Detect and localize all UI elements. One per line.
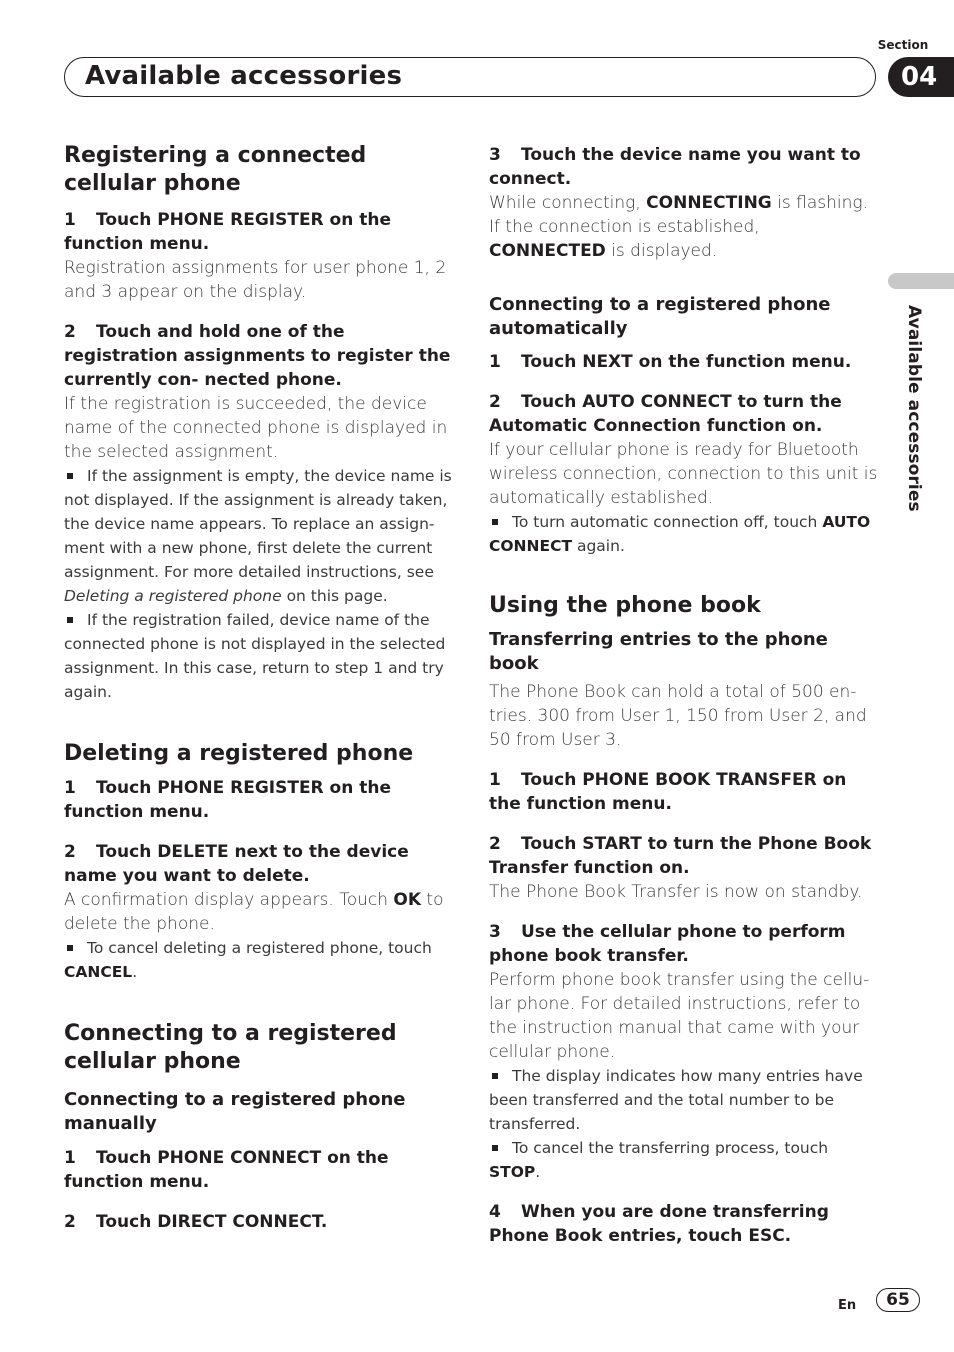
step-number: 1 — [489, 352, 501, 372]
header-bar — [64, 57, 876, 97]
auto-step-2-body: If your cellular phone is ready for Bluetooth wireless connection, connection to this unit is automatically established. — [489, 440, 878, 508]
conn-step-1 — [64, 1146, 454, 1194]
step-number: 3 — [489, 145, 501, 165]
auto-connect-heading: Connecting to a registered phone automatically — [489, 294, 831, 339]
right-column — [489, 143, 879, 1248]
note-text: The display indicates how many entries have been transferred and the total number to be transferred. — [489, 1067, 863, 1133]
note-text-end: again. — [572, 537, 625, 555]
note-text: To cancel deleting a registered phone, touch — [87, 939, 432, 957]
step-number: 2 — [489, 392, 501, 412]
bullet-icon — [67, 945, 73, 951]
step-text: Touch DELETE next to the device name you want to delete. — [64, 842, 409, 886]
step-text: Touch START to turn the Phone Book Transfer function on. — [489, 834, 872, 878]
connecting-status: CONNECTING — [646, 193, 772, 213]
note-text: To turn automatic connection off, touch — [512, 513, 823, 531]
step-text: Use the cellular phone to perform phone book transfer. — [489, 922, 846, 966]
step-number: 2 — [64, 322, 76, 342]
note-text: If the assignment is empty, the device name is not displayed. If the assignment is already taken, the device name appears. To replace an assign- ment with a new phone, first delete the current assignment. For more detailed instructions, see — [64, 467, 452, 581]
del-step-1 — [64, 776, 454, 824]
bullet-icon — [492, 1145, 498, 1151]
step-number: 2 — [489, 834, 501, 854]
connecting-heading: Connecting to a registered cellular phone — [64, 1021, 397, 1074]
page-number: 65 — [876, 1288, 920, 1312]
step-text: Touch PHONE BOOK TRANSFER on the function menu. — [489, 770, 847, 814]
note-text: To cancel the transferring process, touch — [512, 1139, 829, 1157]
body-text: is flashing. If the connection is established, — [489, 193, 868, 237]
left-column — [64, 142, 454, 1234]
step-number: 1 — [489, 770, 501, 790]
phone-book-transfer-heading: Transferring entries to the phone book — [489, 629, 828, 674]
conn-step-3 — [489, 143, 879, 191]
body-text: While connecting, — [489, 193, 647, 213]
reg-note-2 — [64, 608, 454, 704]
book-step-1 — [489, 768, 879, 816]
step-text: Touch NEXT on the function menu. — [521, 352, 852, 372]
registering-heading: Registering a connected cellular phone — [64, 143, 367, 196]
book-step-3-body: Perform phone book transfer using the cellu- lar phone. For detailed instructions, refer to the instruction manual that came with your cellular phone. — [489, 970, 870, 1062]
book-note-2 — [489, 1136, 879, 1184]
step-number: 1 — [64, 210, 76, 230]
step-text: When you are done transferring Phone Book entries, touch ESC. — [489, 1202, 829, 1246]
connected-status: CONNECTED — [489, 241, 606, 261]
section-number: 04 — [888, 57, 954, 97]
book-note-1 — [489, 1064, 879, 1136]
auto-step-2 — [489, 390, 879, 438]
step-text: Touch PHONE CONNECT on the function menu. — [64, 1148, 389, 1192]
body-text: A confirmation display appears. Touch — [64, 890, 394, 910]
conn-step-3-body — [489, 191, 879, 263]
ok-keyword: OK — [393, 890, 422, 910]
body-text: is displayed. — [605, 241, 718, 261]
step-text: Touch and hold one of the registration assignments to register the currently con- nected phone. — [64, 322, 451, 390]
stop-keyword: STOP — [489, 1163, 536, 1181]
book-step-2-body: The Phone Book Transfer is now on standby. — [489, 882, 863, 902]
note-text-end: . — [535, 1163, 541, 1181]
step-number: 3 — [489, 922, 501, 942]
reg-note-1 — [64, 464, 454, 608]
book-step-3 — [489, 920, 879, 968]
deleting-heading: Deleting a registered phone — [64, 741, 414, 766]
language-label: En — [838, 1298, 857, 1313]
cross-reference-link[interactable]: Deleting a registered phone — [64, 587, 282, 605]
auto-note — [489, 510, 879, 558]
phone-book-intro: The Phone Book can hold a total of 500 en- tries. 300 from User 1, 150 from User 2, and 50 from User 3. — [489, 682, 867, 750]
side-tab-marker — [888, 273, 954, 289]
step-text: Touch AUTO CONNECT to turn the Automatic Connection function on. — [489, 392, 842, 436]
connecting-manual-heading: Connecting to a registered phone manually — [64, 1089, 406, 1134]
step-text: Touch PHONE REGISTER on the function menu. — [64, 210, 392, 254]
cancel-keyword: CANCEL — [64, 963, 133, 981]
reg-step-1 — [64, 208, 454, 256]
del-step-2-body — [64, 888, 454, 936]
del-step-2 — [64, 840, 454, 888]
del-note — [64, 936, 454, 984]
step-text: Touch the device name you want to connect. — [489, 145, 861, 189]
auto-connect-keyword: AUTO CONNECT — [489, 513, 871, 555]
body-text: to delete the phone. — [64, 890, 444, 934]
note-text: If the registration failed, device name of the connected phone is not displayed in the selected assignment. In this case, return to step 1 and try again. — [64, 611, 446, 701]
bullet-icon — [492, 519, 498, 525]
phone-book-heading: Using the phone book — [489, 593, 761, 618]
auto-step-1 — [489, 350, 879, 374]
note-text-end: . — [132, 963, 138, 981]
page-title: Available accessories — [85, 61, 403, 91]
side-tab-label: Available accessories — [904, 305, 924, 512]
step-text: Touch DIRECT CONNECT. — [96, 1212, 328, 1232]
reg-step-2 — [64, 320, 454, 392]
reg-step-2-body: If the registration is succeeded, the device name of the connected phone is displayed in the selected assignment. — [64, 394, 448, 462]
reg-step-1-body: Registration assignments for user phone 1, 2 and 3 appear on the display. — [64, 258, 447, 302]
step-number: 2 — [64, 1212, 76, 1232]
step-number: 4 — [489, 1202, 501, 1222]
bullet-icon — [67, 617, 73, 623]
bullet-icon — [67, 473, 73, 479]
bullet-icon — [492, 1073, 498, 1079]
section-label: Section — [877, 38, 929, 52]
book-step-4 — [489, 1200, 879, 1248]
book-step-2 — [489, 832, 879, 880]
conn-step-2 — [64, 1210, 454, 1234]
step-number: 2 — [64, 842, 76, 862]
step-number: 1 — [64, 778, 76, 798]
step-text: Touch PHONE REGISTER on the function menu. — [64, 778, 392, 822]
step-number: 1 — [64, 1148, 76, 1168]
note-text-end: on this page. — [281, 587, 388, 605]
